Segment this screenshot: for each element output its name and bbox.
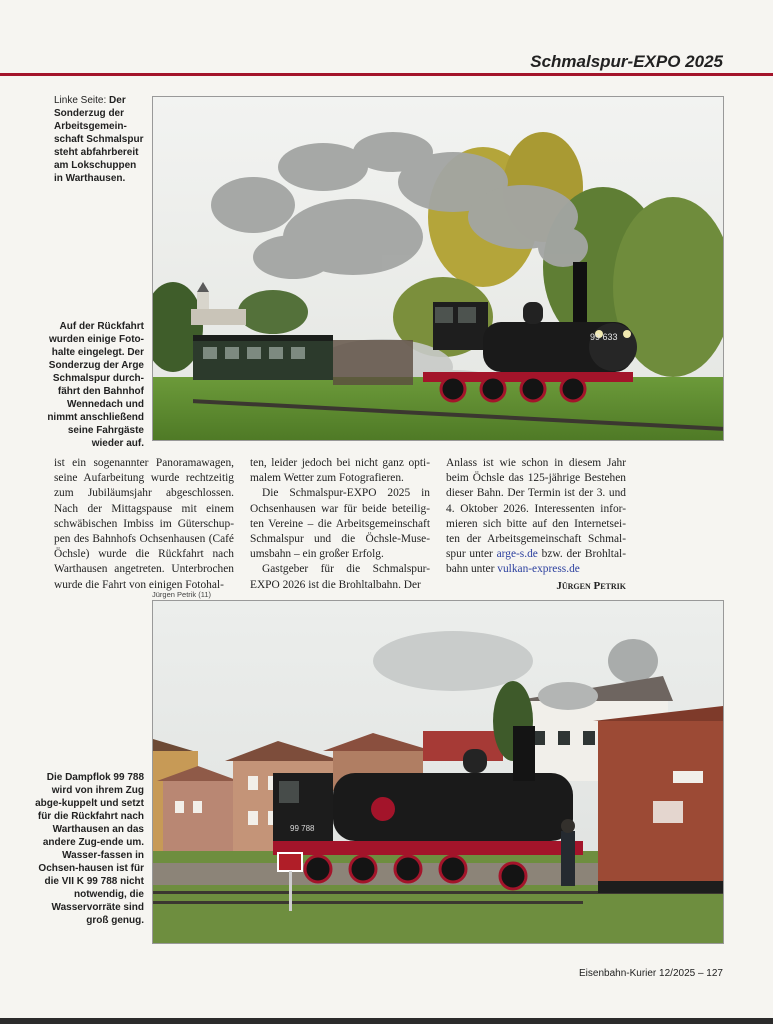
article-column-3 (446, 456, 626, 594)
photo-steam-loco-ochsenhausen (152, 600, 724, 944)
caption-lead: Linke Seite: (54, 95, 107, 106)
arge-s-link[interactable]: arge-s.de (496, 548, 538, 561)
article-column-2 (250, 456, 430, 593)
photo-credit: Jürgen Petrik (11) (152, 590, 212, 599)
article-author: Jürgen Petrik (556, 579, 626, 592)
photo2-loco-number: 99 788 (290, 824, 315, 833)
caption-return-trip: Auf der Rückfahrt wurden einige Foto-halte eingelegt. Der Sonderzug der Arge Schmalspur durch-fährt den Bahnhof Wennedach und nimmt anschließend seine Fahrgäste wieder auf. (47, 321, 144, 449)
running-header-title: Schmalspur-EXPO 2025 (530, 52, 723, 71)
column-3-text-middle: bzw. der Brohltal-bahn unter (446, 548, 626, 576)
bottom-strip (0, 1018, 773, 1024)
page-footer: Eisenbahn-Kurier 12/2025 – 127 (579, 968, 723, 979)
column-2-paragraph-1: ten, leider jedoch bei nicht ganz opti-malem Wetter zum Fotografieren. (250, 457, 430, 485)
caption-loco-uncoupled: Die Dampflok 99 788 wird von ihrem Zug abge-kuppelt und setzt für die Rückfahrt nach Warthausen an das andere Zug-ende um. Wasser-fassen in Ochsen-hausen ist für die VII K 99 788 nicht notwendig, die Wasservorräte sind groß genug. (35, 772, 144, 926)
caption-left-page (54, 94, 146, 185)
caption-text: Der Sonderzug der Arbeitsgemein-schaft Schmalspur steht abfahrbereit am Lokschuppen in Warthausen. (54, 95, 144, 184)
column-2-paragraph-3: Gastgeber für die Schmalspur-EXPO 2026 ist die Brohltalbahn. Der (250, 563, 430, 591)
column-2-paragraph-2: Die Schmalspur-EXPO 2025 in Ochsenhausen war für beide beteilig-ten Vereine – die Arbeitsgemeinschaft Schmalspur und die Öchsle-Muse-umsbahn – ein großer Erfolg. (250, 487, 430, 561)
photo1-loco-number: 99 633 (590, 332, 618, 342)
column-3-text-start: Anlass ist wie schon in diesem Jahr beim Öchsle das 125-jährige Bestehen dieser Bahn. Der Termin ist der 3. und 4. Oktober 2026. Interessenten infor-mieren sich bitte auf den Internetsei-ten der Arbeitsgemeinschaft Schmal-spur unter (446, 457, 626, 561)
vulkan-express-link[interactable]: vulkan-express.de (497, 563, 580, 576)
header-rule (0, 73, 773, 76)
column-3-paragraph (446, 456, 626, 578)
column-1-text: ist ein sogenannter Panoramawagen, seine Aufarbeitung wurde rechtzeitig zum Jubiläumsjahr abgeschlossen. Nach der Mittagspause mit einem schwäbischen Imbiss im Güterschup-pen des Bahnhofs Ochsenhausen (Café Öchsle) wurde die Rückfahrt nach Warthausen angetreten. Unterbrochen wurde die Fahrt von einigen Fotohal- (54, 457, 234, 591)
photo-steam-train-wennedach (152, 96, 724, 441)
article-column-1 (54, 456, 234, 593)
